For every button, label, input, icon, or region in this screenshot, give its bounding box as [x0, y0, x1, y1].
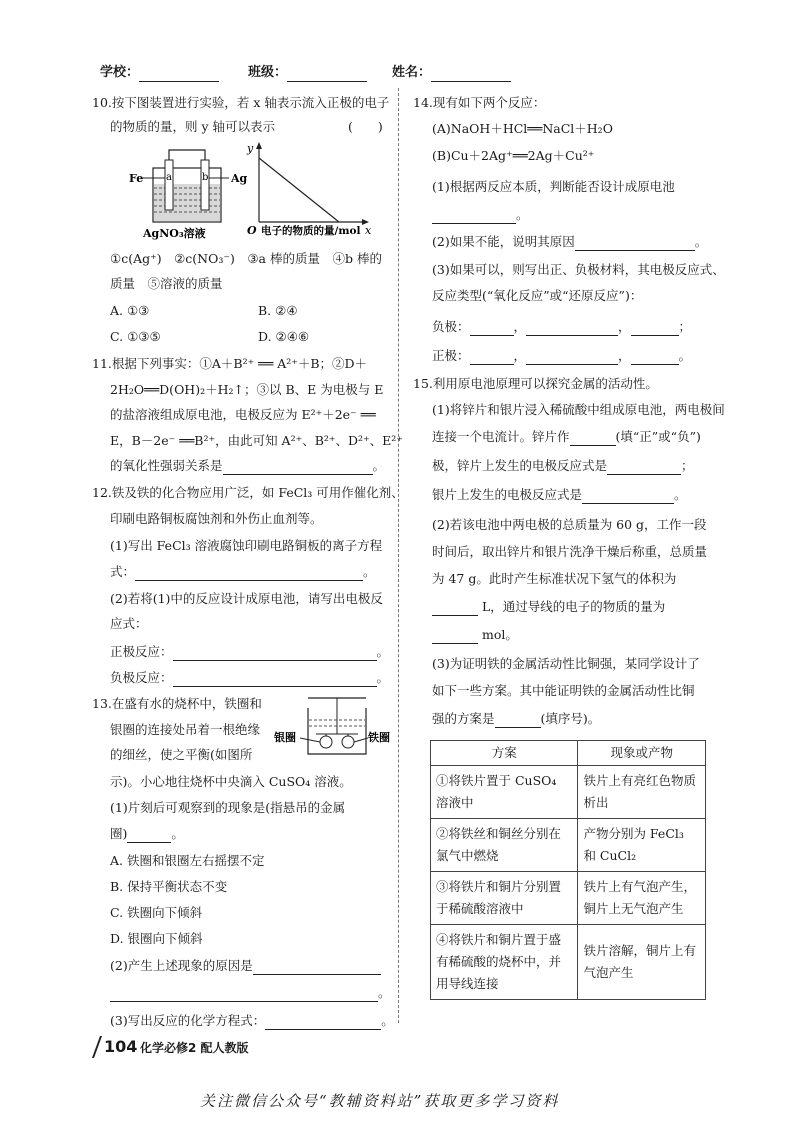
q10-figure [125, 140, 375, 240]
electrolytic-cell-diagram [141, 150, 229, 222]
column-divider [398, 88, 399, 1023]
q13-line1: 13.在盛有水的烧杯中，铁圈和 [92, 696, 262, 711]
table-cell: ④将铁片和铜片置于盛有稀硫酸的烧杯中，并用导线连接 [431, 925, 578, 1000]
table-header-row [431, 741, 706, 766]
fig-b-label: b [202, 172, 209, 183]
footer-note: 关注微信公众号“教辅资料站”获取更多学习资料 [200, 1092, 560, 1110]
q13-choice-a[interactable]: A. 铁圈和银圈左右摇摆不定 [110, 853, 265, 868]
q11-line2: 2H₂O══D(OH)₂＋H₂↑；③以 B、E 为电极与 E [110, 382, 384, 397]
q10-answer-paren[interactable]: ( ) [348, 119, 383, 134]
q14-line5: (3)如果可以，则写出正、负极材料，其电极反应式、 [432, 262, 725, 277]
q15-line5: 银片上发生的电极反应式是 。 [432, 487, 687, 502]
class-label: 班级： [248, 64, 367, 82]
q15-line3: 连接一个电流计。锌片作 (填“正”或“负”) [432, 429, 701, 444]
q13-choice-d[interactable]: D. 银圈向下倾斜 [110, 931, 203, 946]
q15-plan-blank[interactable] [495, 713, 541, 728]
table-header-result: 现象或产物 [578, 741, 706, 766]
q10-options-line2: 质量 ⑤溶液的质量 [110, 276, 223, 291]
page-number: 104 [104, 1037, 138, 1056]
q14-reaction-a: (A)NaOH＋HCl══NaCl＋H₂O [432, 121, 613, 136]
name-label: 姓名： [392, 64, 511, 82]
fig-fe-label: Fe [129, 172, 144, 185]
table-cell: ②将铁丝和铜丝分别在氯气中燃烧 [431, 819, 578, 872]
q15-zinc-pole-blank[interactable] [570, 431, 616, 446]
q12-negative-electrode: 负极反应： 。 [110, 670, 390, 685]
q13-choice-b[interactable]: B. 保持平衡状态不变 [110, 879, 228, 894]
q13-line3: 的细丝，使之平衡(如图所 [110, 747, 253, 762]
q12-line1: 12.铁及铁的化合物应用广泛，如 FeCl₃ 可用作催化剂、 [92, 485, 404, 500]
q15-line2: (1)将锌片和银片浸入稀硫酸中组成原电池，两电极间 [432, 402, 725, 417]
q13-reason-continued: 。 [110, 984, 391, 1002]
fig-iron-ring-label: 铁圈 [368, 731, 390, 744]
q11-answer-blank[interactable] [223, 460, 373, 475]
table-row [431, 766, 706, 819]
q10-options-line1: ①c(Ag⁺) ②c(NO₃⁻) ③a 棒的质量 ④b 棒的 [110, 251, 382, 266]
q15-line13: 强的方案是 (填序号)。 [432, 711, 601, 726]
q11-line5: 的氧化性强弱关系是 。 [110, 458, 386, 473]
q12-line5: (2)若将(1)中的反应设计成原电池，请写出电极反 [110, 591, 383, 606]
name-blank[interactable] [431, 67, 511, 82]
q15-line7: 时间后，取出锌片和银片洗净干燥后称重，总质量 [432, 544, 708, 559]
q15-silver-reaction-blank[interactable] [582, 489, 674, 504]
fig-ag-label: Ag [231, 172, 248, 185]
q14-neg-equation-blank[interactable] [526, 321, 618, 336]
q14-line3: 。 [432, 206, 529, 224]
graph-origin-label: O [247, 224, 257, 237]
q12-ionic-equation-blank[interactable] [135, 566, 363, 581]
q12-positive-blank[interactable] [173, 646, 377, 661]
table-header-plan: 方案 [431, 741, 578, 766]
table-row [431, 925, 706, 1000]
q13-choice-c[interactable]: C. 铁圈向下倾斜 [110, 905, 203, 920]
q14-pos-material-blank[interactable] [470, 350, 514, 365]
q15-line10: mol。 [432, 626, 518, 644]
table-cell: 铁片上有气泡产生，铜片上无气泡产生 [578, 872, 706, 925]
q15-zinc-reaction-blank[interactable] [607, 460, 681, 475]
q15-line6: (2)若该电池中两电极的总质量为 60 g，工作一段 [432, 517, 707, 532]
graph-x-label: x [365, 224, 372, 237]
fig-silver-ring-label: 银圈 [274, 731, 296, 744]
q11-line3: 的盐溶液组成原电池，电极反应为 E²⁺＋2e⁻ ══ [110, 407, 376, 422]
table-cell: ①将铁片置于 CuSO₄ 溶液中 [431, 766, 578, 819]
beaker-diagram [300, 698, 368, 754]
q13-figure [272, 692, 392, 760]
table-cell: 铁片上有亮红色物质析出 [578, 766, 706, 819]
q15-line11: (3)为证明铁的金属活动性比铜强，某同学设计了 [432, 656, 700, 671]
q14-line4: (2)如果不能，说明其原因 。 [432, 234, 708, 249]
school-label: 学校： [100, 64, 219, 82]
q13-line7: (2)产生上述现象的原因是 [110, 957, 381, 975]
q12-line4: 式： 。 [110, 564, 376, 579]
q13-line6: 圈) 。 [110, 826, 184, 841]
q14-positive-electrode: 正极： ， ， 。 [432, 348, 692, 363]
q12-line3: (1)写出 FeCl₃ 溶液腐蚀印刷电路铜板的离子方程 [110, 538, 383, 553]
q12-positive-electrode: 正极反应： 。 [110, 644, 390, 659]
page-number-bar [92, 1036, 102, 1058]
q10-choice-b[interactable]: B. ②④ [258, 303, 298, 318]
q10-choice-d[interactable]: D. ②④⑥ [258, 329, 310, 344]
school-blank[interactable] [139, 67, 219, 82]
q14-judge-blank[interactable] [432, 209, 516, 224]
table-cell: ③将铁片和铜片分别置于稀硫酸溶液中 [431, 872, 578, 925]
q14-line6: 反应类型(“氧化反应”或“还原反应”)： [432, 288, 643, 303]
q14-pos-equation-blank[interactable] [526, 350, 618, 365]
table-cell: 铁片溶解，铜片上有气泡产生 [578, 925, 706, 1000]
table-row [431, 819, 706, 872]
q11-line1: 11.根据下列事实：①A＋B²⁺ ══ A²⁺＋B；②D＋ [92, 356, 368, 371]
fig-solution-label: AgNO₃溶液 [143, 227, 206, 240]
plan-table [430, 740, 706, 1000]
q14-negative-electrode: 负极： ， ， ； [432, 319, 692, 334]
q15-line1: 15.利用原电池原理可以探究金属的活动性。 [413, 376, 658, 391]
q15-volume-blank[interactable] [432, 601, 478, 616]
q15-electron-blank[interactable] [432, 629, 478, 644]
q14-pos-type-blank[interactable] [631, 350, 679, 365]
q11-line4: E，B－2e⁻ ══B²⁺，由此可知 A²⁺、B²⁺、D²⁺、E²⁺ [110, 433, 403, 448]
q10-line2: 的物质的量，则 y 轴可以表示 [110, 119, 276, 134]
q10-choice-c[interactable]: C. ①③⑤ [110, 329, 161, 344]
q13-line8: (3)写出反应的化学方程式： 。 [110, 1013, 394, 1028]
graph-x-title: 电子的物质的量/mol [261, 225, 361, 237]
q15-line12: 如下一些方案。其中能证明铁的金属活动性比铜 [432, 683, 695, 698]
q10-choice-a[interactable]: A. ①③ [110, 303, 150, 318]
q13-line4: 示)。小心地往烧杯中央滴入 CuSO₄ 溶液。 [110, 774, 352, 789]
q14-reason-blank[interactable] [575, 236, 695, 251]
q14-line2: (1)根据两反应本质，判断能否设计成原电池 [432, 179, 675, 194]
q12-line2: 印刷电路铜板腐蚀剂和外伤止血剂等。 [110, 511, 323, 526]
q12-line6: 应式： [110, 616, 148, 631]
q10-line1: 10.按下图装置进行实验，若 x 轴表示流入正极的电子 [92, 95, 390, 110]
class-blank[interactable] [287, 67, 367, 82]
q15-line8: 为 47 g。此时产生标准状况下氢气的体积为 [432, 571, 677, 586]
book-title: 化学必修2 配人教版 [140, 1041, 249, 1055]
q14-reaction-b: (B)Cu＋2Ag⁺══2Ag＋Cu²⁺ [432, 148, 595, 163]
fig-a-label: a [166, 172, 172, 183]
q14-line1: 14.现有如下两个反应： [413, 95, 546, 110]
table-cell: 产物分别为 FeCl₃ 和 CuCl₂ [578, 819, 706, 872]
q13-equation-blank[interactable] [265, 1015, 381, 1030]
q14-neg-type-blank[interactable] [631, 321, 679, 336]
q13-line2: 银圈的连接处吊着一根绝缘 [110, 722, 261, 737]
table-row [431, 872, 706, 925]
graph-y-label: y [247, 142, 254, 155]
q13-line5: (1)片刻后可观察到的现象是(指悬吊的金属 [110, 800, 346, 815]
q15-line9: L，通过导线的电子的物质的量为 [432, 598, 665, 616]
q13-reason-blank-2[interactable] [110, 987, 378, 1002]
q13-reason-blank[interactable] [253, 960, 381, 975]
q13-answer-blank[interactable] [127, 828, 171, 843]
q12-negative-blank[interactable] [173, 672, 377, 687]
q15-line4: 极，锌片上发生的电极反应式是 ； [432, 458, 694, 473]
q14-neg-material-blank[interactable] [470, 321, 514, 336]
q10-graph [256, 142, 369, 225]
